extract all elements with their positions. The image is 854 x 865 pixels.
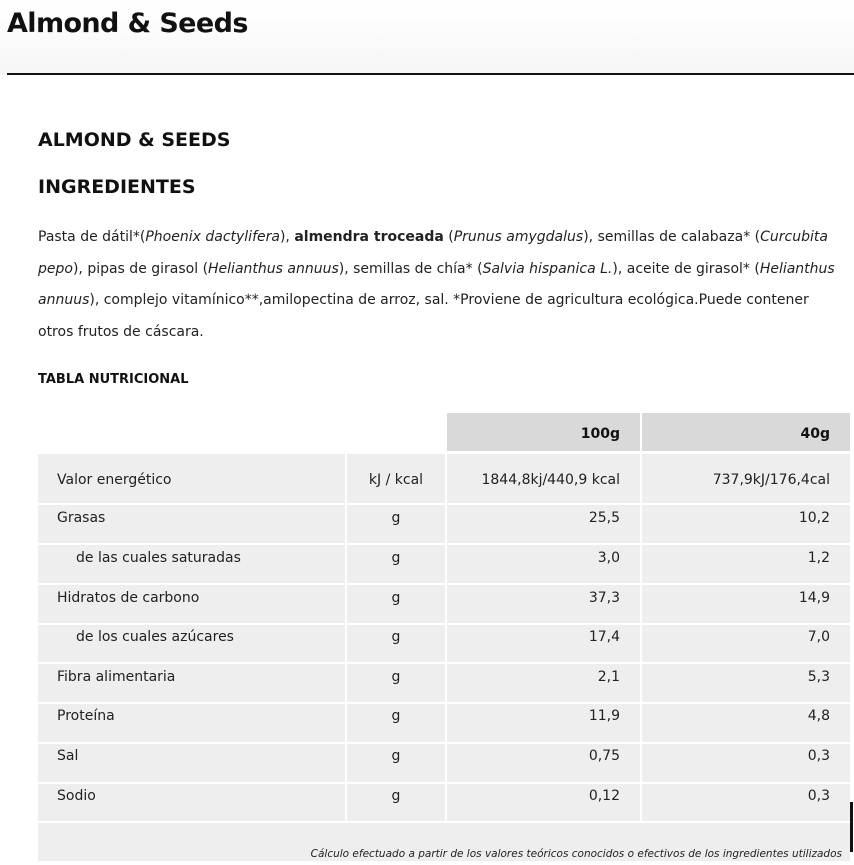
- nutrient-name-cell: [38, 585, 345, 623]
- unit-cell: [347, 505, 445, 543]
- value-100g-cell-text: 37,3: [588, 590, 620, 606]
- unit-cell: [347, 585, 445, 623]
- value-40g-cell: [642, 454, 850, 503]
- value-40g-cell-text: 5,3: [807, 669, 830, 685]
- value-40g-cell: [642, 625, 850, 662]
- nutrition-table-title: TABLA NUTRICIONAL: [38, 372, 189, 387]
- unit-cell: [347, 625, 445, 662]
- unit-cell-text: g: [391, 788, 401, 804]
- value-100g-cell: [447, 505, 640, 543]
- value-40g-cell: [642, 784, 850, 821]
- nutrient-name-cell-text: de las cuales saturadas: [76, 550, 241, 566]
- nutrient-name-cell: [38, 784, 345, 821]
- unit-cell-text: g: [391, 550, 401, 566]
- value-100g-cell-text: 25,5: [588, 510, 620, 526]
- page-header: [0, 0, 854, 75]
- value-40g-cell-text: 10,2: [798, 510, 830, 526]
- value-100g-cell: [447, 454, 640, 503]
- ingredients-heading: INGREDIENTES: [38, 176, 196, 198]
- unit-cell-text: g: [391, 669, 401, 685]
- nutrient-name-cell-text: Fibra alimentaria: [57, 669, 176, 685]
- value-40g-cell: [642, 505, 850, 543]
- nutrient-name-cell: [38, 545, 345, 583]
- value-40g-cell-text: 737,9kJ/176,4cal: [712, 472, 830, 488]
- unit-cell: [347, 704, 445, 742]
- value-100g-cell-text: 11,9: [588, 708, 620, 724]
- value-100g-cell-text: 17,4: [588, 629, 620, 645]
- value-100g-cell: [447, 545, 640, 583]
- value-100g-cell-text: 1844,8kj/440,9 kcal: [481, 472, 620, 488]
- nutrient-name-cell: [38, 704, 345, 742]
- value-100g-cell: [447, 664, 640, 702]
- value-40g-cell-text: 0,3: [807, 748, 830, 764]
- nutrient-name-cell-text: Hidratos de carbono: [57, 590, 200, 606]
- value-100g-cell: [447, 744, 640, 782]
- nutrient-name-cell: [38, 454, 345, 503]
- nutrient-name-cell-text: Sodio: [57, 788, 96, 804]
- value-40g-cell: [642, 704, 850, 742]
- value-40g-cell: [642, 545, 850, 583]
- value-100g-cell: [447, 625, 640, 662]
- unit-cell: [347, 664, 445, 702]
- ingredients-text: Pasta de dátil*(Phoenix dactylifera), almendra troceada (Prunus amygdalus), semillas de calabaza* (Curcubita pepo), pipas de girasol (Helianthus annuus), semillas de chía* (Salvia hispanica L.), aceite de girasol* (Helianthus annuus), complejo vitamínico**,amilopectina de arroz, sal. *Proviene de agricultura ecológica.Puede contener otros frutos de cáscara.: [38, 229, 835, 340]
- value-100g-cell-text: 0,12: [588, 788, 620, 804]
- value-100g-cell: [447, 585, 640, 623]
- nutrient-name-cell-text: Grasas: [57, 510, 106, 526]
- value-40g-cell: [642, 664, 850, 702]
- value-100g-cell-text: 2,1: [597, 669, 620, 685]
- nutrient-name-cell: [38, 505, 345, 543]
- page-title: Almond & Seeds: [7, 8, 248, 39]
- value-40g-cell-text: 1,2: [807, 550, 830, 566]
- value-40g-cell-text: 7,0: [807, 629, 830, 645]
- nutrient-name-cell-text: Sal: [57, 748, 79, 764]
- table-footnote: Cálculo efectuado a partir de los valores teóricos conocidos o efectivos de los ingredientes utilizados: [38, 823, 850, 861]
- value-100g-cell: [447, 784, 640, 821]
- value-40g-cell-text: 4,8: [807, 708, 830, 724]
- nutrient-name-cell: [38, 664, 345, 702]
- value-40g-cell-text: 0,3: [807, 788, 830, 804]
- nutrient-name-cell: [38, 625, 345, 662]
- unit-cell-text: g: [391, 748, 401, 764]
- nutrient-name-cell: [38, 744, 345, 782]
- value-40g-cell-text: 14,9: [798, 590, 830, 606]
- nutrient-name-cell-text: de los cuales azúcares: [76, 629, 234, 645]
- unit-cell-text: g: [391, 590, 401, 606]
- nutrient-name-cell-text: Proteína: [57, 708, 115, 724]
- column-header-100g: 100g: [447, 413, 640, 451]
- nutrient-name-cell-text: Valor energético: [57, 472, 172, 488]
- unit-cell-text: kJ / kcal: [368, 472, 424, 488]
- value-100g-cell: [447, 704, 640, 742]
- unit-cell-text: g: [391, 629, 401, 645]
- column-header-40g: 40g: [642, 413, 850, 451]
- header-divider: [7, 73, 854, 75]
- unit-cell-text: g: [391, 510, 401, 526]
- unit-cell: [347, 744, 445, 782]
- value-100g-cell-text: 0,75: [588, 748, 620, 764]
- value-40g-cell: [642, 744, 850, 782]
- product-name: ALMOND & SEEDS: [38, 129, 231, 151]
- value-100g-cell-text: 3,0: [597, 550, 620, 566]
- unit-cell: [347, 545, 445, 583]
- unit-cell: [347, 454, 445, 503]
- scrollbar-thumb[interactable]: [850, 802, 853, 852]
- value-40g-cell: [642, 585, 850, 623]
- unit-cell: [347, 784, 445, 821]
- unit-cell-text: g: [391, 708, 401, 724]
